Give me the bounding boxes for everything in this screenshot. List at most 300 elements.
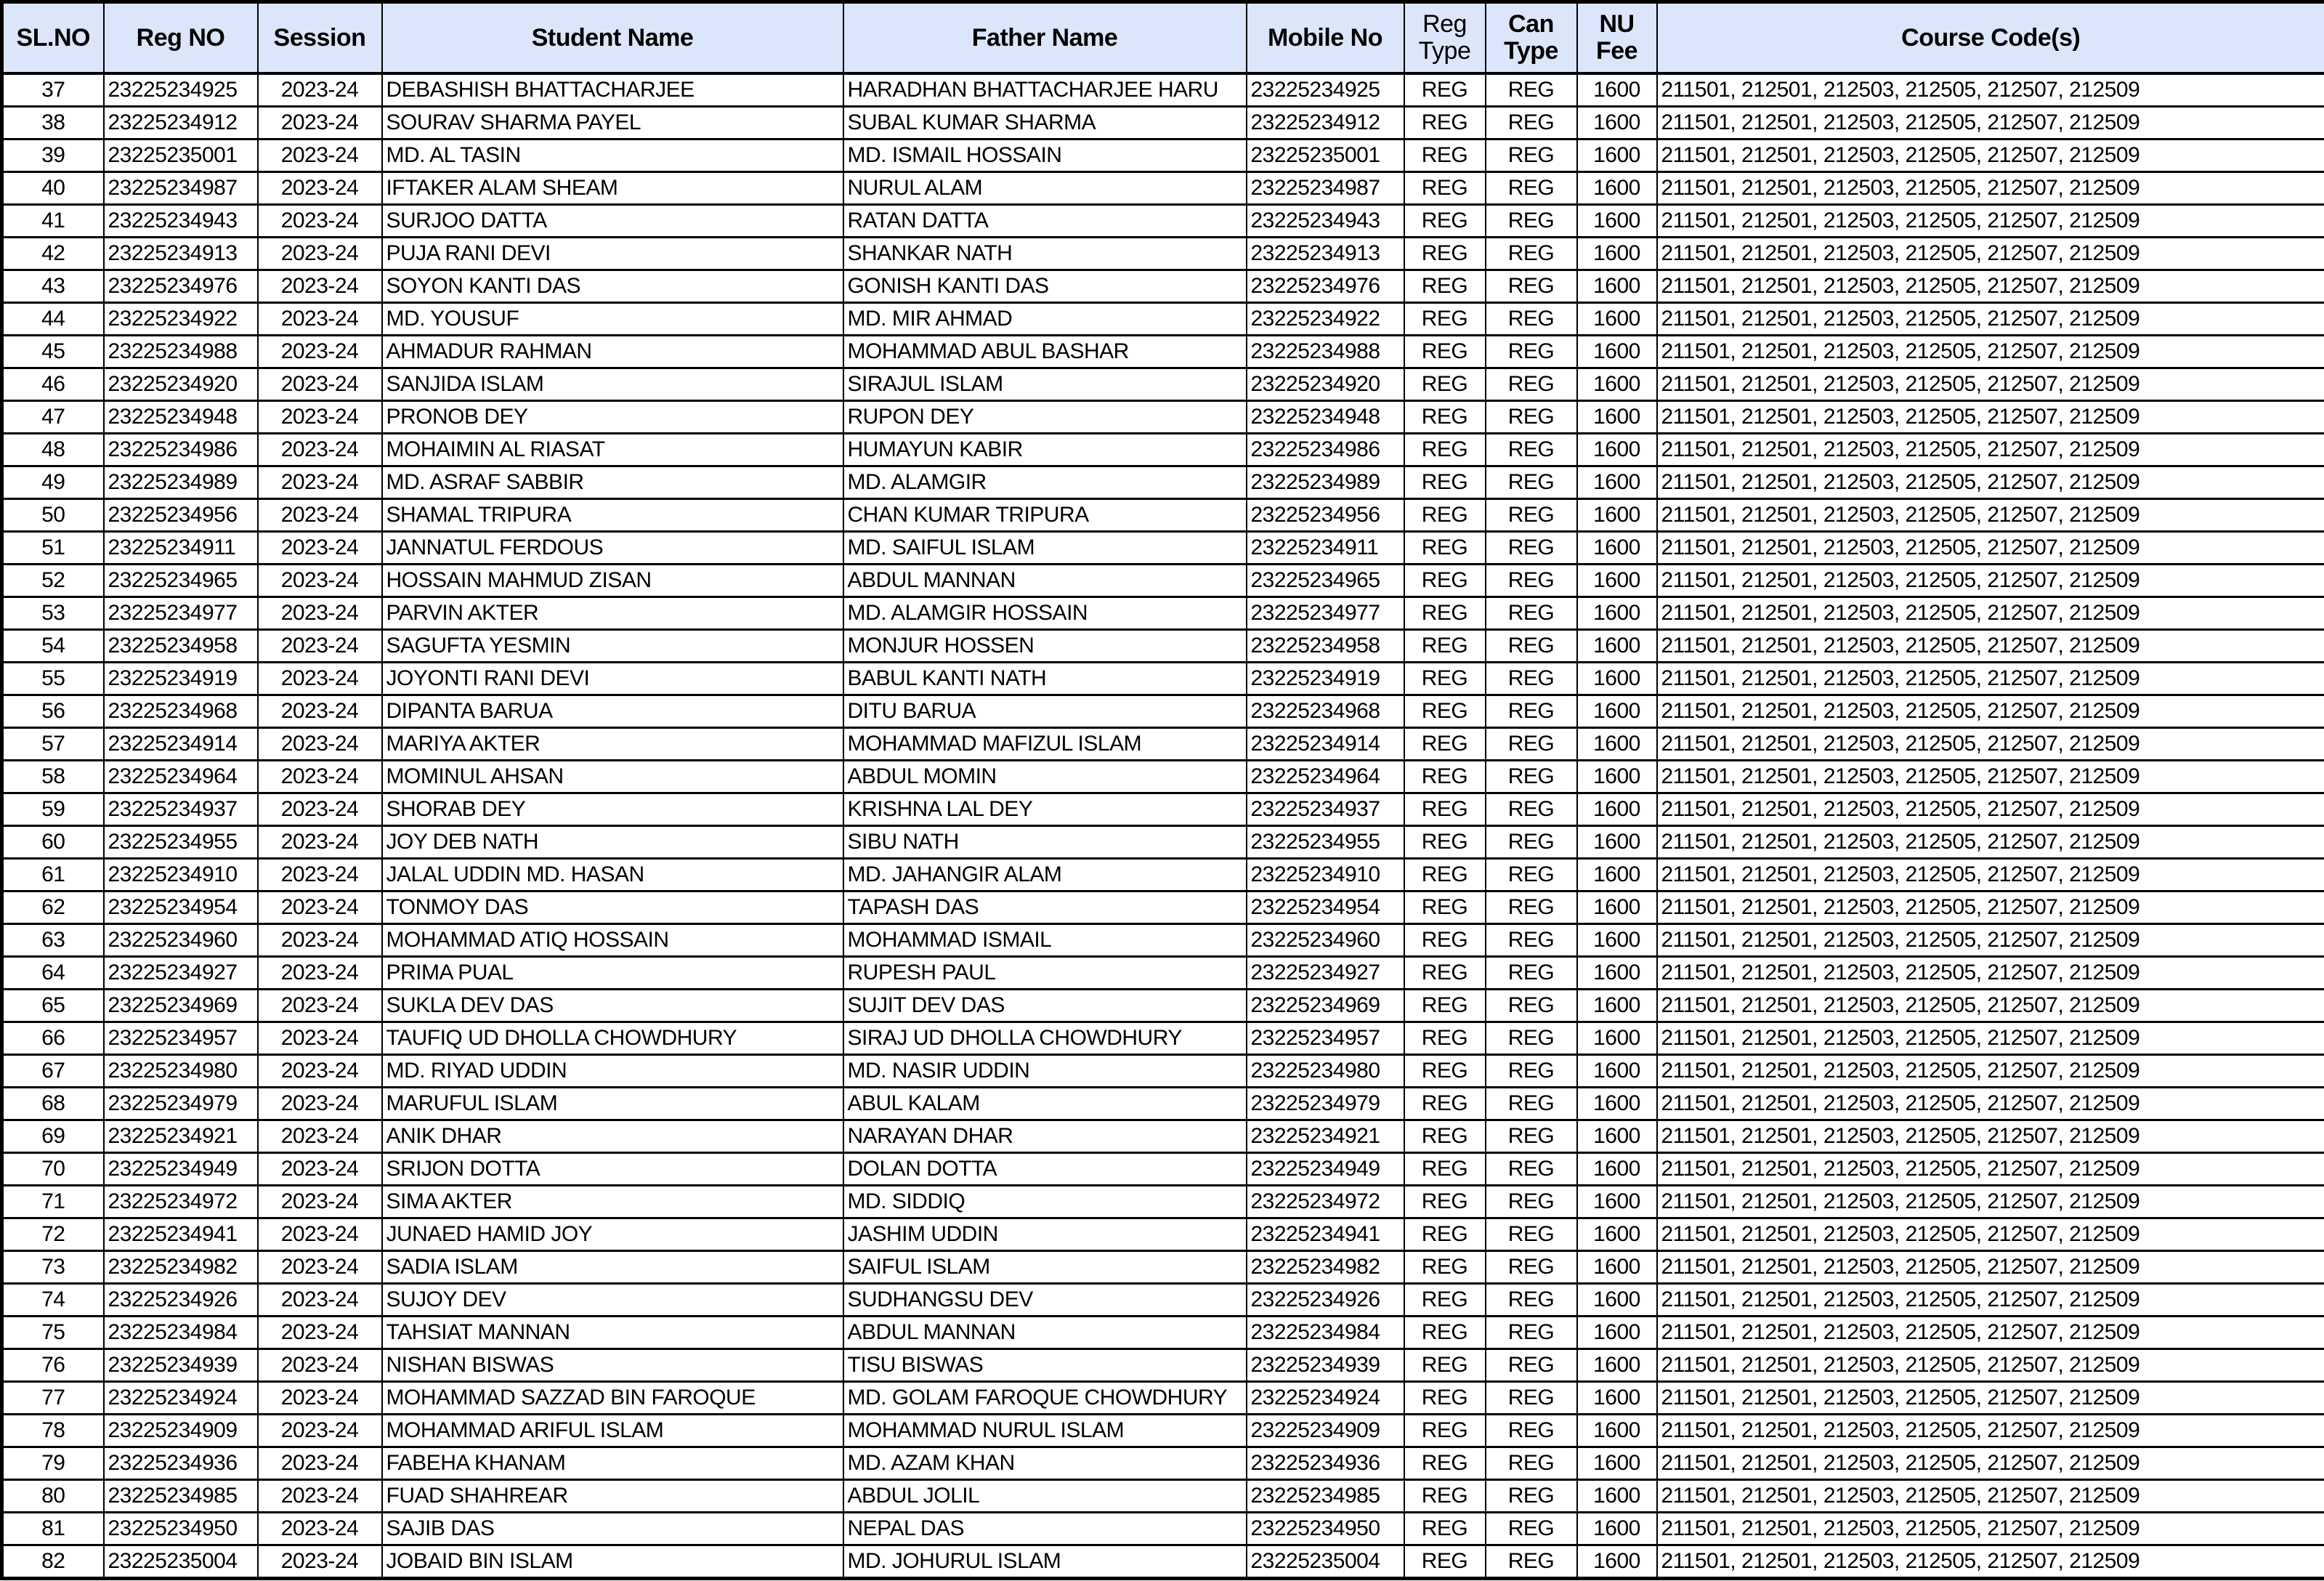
nu-fee-cell: 1600 xyxy=(1577,630,1657,663)
reg-type-cell: REG xyxy=(1404,1415,1486,1447)
can-type-cell: REG xyxy=(1486,761,1577,793)
course-codes-cell: 211501, 212501, 212503, 212505, 212507, 212509 xyxy=(1657,597,2324,630)
student-name-cell: SAGUFTA YESMIN xyxy=(382,630,843,663)
student-name-cell: PUJA RANI DEVI xyxy=(382,238,843,270)
table-row xyxy=(2,1284,2324,1317)
sl-no-cell: 82 xyxy=(2,1545,104,1579)
reg-type-cell: REG xyxy=(1404,924,1486,957)
session-cell: 2023-24 xyxy=(258,1447,382,1480)
course-codes-cell: 211501, 212501, 212503, 212505, 212507, 212509 xyxy=(1657,924,2324,957)
sl-no-cell: 65 xyxy=(2,990,104,1022)
course-codes-cell: 211501, 212501, 212503, 212505, 212507, 212509 xyxy=(1657,663,2324,695)
sl-no-cell: 59 xyxy=(2,793,104,826)
course-codes-cell: 211501, 212501, 212503, 212505, 212507, 212509 xyxy=(1657,73,2324,107)
sl-no-cell: 72 xyxy=(2,1218,104,1251)
mobile-no-cell: 23225234965 xyxy=(1247,565,1404,597)
student-name-cell: SOYON KANTI DAS xyxy=(382,270,843,303)
session-cell: 2023-24 xyxy=(258,663,382,695)
table-row xyxy=(2,793,2324,826)
reg-no-cell: 23225234927 xyxy=(104,957,258,990)
father-name-cell: NARAYAN DHAR xyxy=(843,1120,1247,1153)
can-type-cell: REG xyxy=(1486,205,1577,238)
session-cell: 2023-24 xyxy=(258,891,382,924)
student-name-cell: SAJIB DAS xyxy=(382,1513,843,1545)
father-name-cell: RUPON DEY xyxy=(843,401,1247,434)
sl-no-cell: 70 xyxy=(2,1153,104,1186)
can-type-cell: REG xyxy=(1486,1186,1577,1218)
session-cell: 2023-24 xyxy=(258,532,382,565)
session-cell: 2023-24 xyxy=(258,1415,382,1447)
session-cell: 2023-24 xyxy=(258,1513,382,1545)
reg-no-cell: 23225234957 xyxy=(104,1022,258,1055)
reg-no-cell: 23225234972 xyxy=(104,1186,258,1218)
nu-fee-cell: 1600 xyxy=(1577,401,1657,434)
sl-no-cell: 69 xyxy=(2,1120,104,1153)
sl-no-cell: 66 xyxy=(2,1022,104,1055)
father-name-cell: KRISHNA LAL DEY xyxy=(843,793,1247,826)
sl-no-cell: 40 xyxy=(2,172,104,205)
session-cell: 2023-24 xyxy=(258,859,382,891)
student-name-cell: DIPANTA BARUA xyxy=(382,695,843,728)
session-cell: 2023-24 xyxy=(258,368,382,401)
session-cell: 2023-24 xyxy=(258,1088,382,1120)
reg-type-cell: REG xyxy=(1404,793,1486,826)
table-row xyxy=(2,107,2324,140)
mobile-no-cell: 23225234960 xyxy=(1247,924,1404,957)
nu-fee-cell: 1600 xyxy=(1577,859,1657,891)
father-name-cell: BABUL KANTI NATH xyxy=(843,663,1247,695)
course-codes-cell: 211501, 212501, 212503, 212505, 212507, 212509 xyxy=(1657,336,2324,368)
table-row xyxy=(2,434,2324,466)
nu-fee-cell: 1600 xyxy=(1577,499,1657,532)
nu-fee-cell: 1600 xyxy=(1577,1480,1657,1513)
mobile-no-cell: 23225234943 xyxy=(1247,205,1404,238)
course-codes-cell: 211501, 212501, 212503, 212505, 212507, 212509 xyxy=(1657,466,2324,499)
can-type-cell: REG xyxy=(1486,728,1577,761)
nu-fee-cell: 1600 xyxy=(1577,270,1657,303)
session-cell: 2023-24 xyxy=(258,140,382,172)
table-row xyxy=(2,1251,2324,1284)
nu-fee-cell: 1600 xyxy=(1577,1186,1657,1218)
course-codes-cell: 211501, 212501, 212503, 212505, 212507, 212509 xyxy=(1657,793,2324,826)
can-type-cell: REG xyxy=(1486,565,1577,597)
can-type-cell: REG xyxy=(1486,1055,1577,1088)
mobile-no-cell: 23225234941 xyxy=(1247,1218,1404,1251)
nu-fee-cell: 1600 xyxy=(1577,924,1657,957)
table-row xyxy=(2,1349,2324,1382)
father-name-cell: MD. JOHURUL ISLAM xyxy=(843,1545,1247,1579)
mobile-no-cell: 23225234922 xyxy=(1247,303,1404,336)
session-cell: 2023-24 xyxy=(258,401,382,434)
can-type-cell: REG xyxy=(1486,1447,1577,1480)
nu-fee-cell: 1600 xyxy=(1577,466,1657,499)
reg-type-cell: REG xyxy=(1404,695,1486,728)
student-name-cell: MOHAIMIN AL RIASAT xyxy=(382,434,843,466)
student-name-cell: SHAMAL TRIPURA xyxy=(382,499,843,532)
can-type-cell: REG xyxy=(1486,1545,1577,1579)
reg-no-cell: 23225234914 xyxy=(104,728,258,761)
header-can-type: Can Type xyxy=(1486,2,1577,74)
student-name-cell: MARIYA AKTER xyxy=(382,728,843,761)
reg-no-cell: 23225234941 xyxy=(104,1218,258,1251)
student-name-cell: JOBAID BIN ISLAM xyxy=(382,1545,843,1579)
student-name-cell: MD. YOUSUF xyxy=(382,303,843,336)
session-cell: 2023-24 xyxy=(258,107,382,140)
session-cell: 2023-24 xyxy=(258,73,382,107)
sl-no-cell: 54 xyxy=(2,630,104,663)
can-type-cell: REG xyxy=(1486,630,1577,663)
can-type-cell: REG xyxy=(1486,1022,1577,1055)
header-father-name: Father Name xyxy=(843,2,1247,74)
father-name-cell: MD. SIDDIQ xyxy=(843,1186,1247,1218)
mobile-no-cell: 23225234910 xyxy=(1247,859,1404,891)
sl-no-cell: 51 xyxy=(2,532,104,565)
mobile-no-cell: 23225235004 xyxy=(1247,1545,1404,1579)
course-codes-cell: 211501, 212501, 212503, 212505, 212507, 212509 xyxy=(1657,1088,2324,1120)
session-cell: 2023-24 xyxy=(258,466,382,499)
table-row xyxy=(2,1415,2324,1447)
reg-no-cell: 23225235004 xyxy=(104,1545,258,1579)
student-name-cell: MOMINUL AHSAN xyxy=(382,761,843,793)
student-name-cell: SHORAB DEY xyxy=(382,793,843,826)
course-codes-cell: 211501, 212501, 212503, 212505, 212507, 212509 xyxy=(1657,630,2324,663)
father-name-cell: MD. ALAMGIR xyxy=(843,466,1247,499)
table-row xyxy=(2,466,2324,499)
reg-type-cell: REG xyxy=(1404,270,1486,303)
can-type-cell: REG xyxy=(1486,891,1577,924)
sl-no-cell: 74 xyxy=(2,1284,104,1317)
student-name-cell: JOYONTI RANI DEVI xyxy=(382,663,843,695)
course-codes-cell: 211501, 212501, 212503, 212505, 212507, 212509 xyxy=(1657,1055,2324,1088)
table-row xyxy=(2,303,2324,336)
father-name-cell: ABUL KALAM xyxy=(843,1088,1247,1120)
table-row xyxy=(2,663,2324,695)
course-codes-cell: 211501, 212501, 212503, 212505, 212507, 212509 xyxy=(1657,1153,2324,1186)
can-type-cell: REG xyxy=(1486,303,1577,336)
reg-type-cell: REG xyxy=(1404,303,1486,336)
reg-no-cell: 23225234939 xyxy=(104,1349,258,1382)
can-type-cell: REG xyxy=(1486,466,1577,499)
course-codes-cell: 211501, 212501, 212503, 212505, 212507, 212509 xyxy=(1657,1480,2324,1513)
reg-type-cell: REG xyxy=(1404,990,1486,1022)
student-name-cell: MOHAMMAD SAZZAD BIN FAROQUE xyxy=(382,1382,843,1415)
student-name-cell: SIMA AKTER xyxy=(382,1186,843,1218)
father-name-cell: MOHAMMAD ABUL BASHAR xyxy=(843,336,1247,368)
student-name-cell: MOHAMMAD ATIQ HOSSAIN xyxy=(382,924,843,957)
father-name-cell: MONJUR HOSSEN xyxy=(843,630,1247,663)
table-row xyxy=(2,1317,2324,1349)
nu-fee-cell: 1600 xyxy=(1577,695,1657,728)
table-row xyxy=(2,761,2324,793)
reg-type-cell: REG xyxy=(1404,859,1486,891)
reg-no-cell: 23225234976 xyxy=(104,270,258,303)
can-type-cell: REG xyxy=(1486,990,1577,1022)
mobile-no-cell: 23225234987 xyxy=(1247,172,1404,205)
reg-no-cell: 23225234925 xyxy=(104,73,258,107)
student-name-cell: TONMOY DAS xyxy=(382,891,843,924)
can-type-cell: REG xyxy=(1486,1153,1577,1186)
header-nu-fee: NU Fee xyxy=(1577,2,1657,74)
mobile-no-cell: 23225234914 xyxy=(1247,728,1404,761)
session-cell: 2023-24 xyxy=(258,1545,382,1579)
nu-fee-cell: 1600 xyxy=(1577,826,1657,859)
table-row xyxy=(2,1088,2324,1120)
mobile-no-cell: 23225234986 xyxy=(1247,434,1404,466)
student-name-cell: MOHAMMAD ARIFUL ISLAM xyxy=(382,1415,843,1447)
sl-no-cell: 42 xyxy=(2,238,104,270)
sl-no-cell: 43 xyxy=(2,270,104,303)
reg-type-cell: REG xyxy=(1404,1382,1486,1415)
session-cell: 2023-24 xyxy=(258,303,382,336)
reg-no-cell: 23225234936 xyxy=(104,1447,258,1480)
father-name-cell: JASHIM UDDIN xyxy=(843,1218,1247,1251)
father-name-cell: ABDUL MANNAN xyxy=(843,1317,1247,1349)
student-name-cell: MD. AL TASIN xyxy=(382,140,843,172)
course-codes-cell: 211501, 212501, 212503, 212505, 212507, 212509 xyxy=(1657,1545,2324,1579)
can-type-cell: REG xyxy=(1486,826,1577,859)
course-codes-cell: 211501, 212501, 212503, 212505, 212507, 212509 xyxy=(1657,1415,2324,1447)
reg-no-cell: 23225234982 xyxy=(104,1251,258,1284)
reg-type-cell: REG xyxy=(1404,205,1486,238)
student-name-cell: NISHAN BISWAS xyxy=(382,1349,843,1382)
mobile-no-cell: 23225234936 xyxy=(1247,1447,1404,1480)
mobile-no-cell: 23225234927 xyxy=(1247,957,1404,990)
reg-type-cell: REG xyxy=(1404,1055,1486,1088)
session-cell: 2023-24 xyxy=(258,728,382,761)
reg-no-cell: 23225234968 xyxy=(104,695,258,728)
sl-no-cell: 41 xyxy=(2,205,104,238)
reg-type-cell: REG xyxy=(1404,73,1486,107)
sl-no-cell: 71 xyxy=(2,1186,104,1218)
reg-type-cell: REG xyxy=(1404,1022,1486,1055)
student-name-cell: ANIK DHAR xyxy=(382,1120,843,1153)
nu-fee-cell: 1600 xyxy=(1577,1022,1657,1055)
session-cell: 2023-24 xyxy=(258,924,382,957)
nu-fee-cell: 1600 xyxy=(1577,1349,1657,1382)
reg-type-cell: REG xyxy=(1404,401,1486,434)
table-row xyxy=(2,565,2324,597)
reg-no-cell: 23225234926 xyxy=(104,1284,258,1317)
table-row xyxy=(2,597,2324,630)
course-codes-cell: 211501, 212501, 212503, 212505, 212507, 212509 xyxy=(1657,1513,2324,1545)
mobile-no-cell: 23225234989 xyxy=(1247,466,1404,499)
father-name-cell: MD. GOLAM FAROQUE CHOWDHURY xyxy=(843,1382,1247,1415)
reg-no-cell: 23225234965 xyxy=(104,565,258,597)
reg-no-cell: 23225234910 xyxy=(104,859,258,891)
session-cell: 2023-24 xyxy=(258,1382,382,1415)
can-type-cell: REG xyxy=(1486,368,1577,401)
table-row xyxy=(2,336,2324,368)
sl-no-cell: 37 xyxy=(2,73,104,107)
reg-no-cell: 23225234977 xyxy=(104,597,258,630)
mobile-no-cell: 23225234911 xyxy=(1247,532,1404,565)
mobile-no-cell: 23225234937 xyxy=(1247,793,1404,826)
course-codes-cell: 211501, 212501, 212503, 212505, 212507, 212509 xyxy=(1657,172,2324,205)
father-name-cell: MOHAMMAD MAFIZUL ISLAM xyxy=(843,728,1247,761)
reg-type-cell: REG xyxy=(1404,238,1486,270)
mobile-no-cell: 23225234950 xyxy=(1247,1513,1404,1545)
father-name-cell: MD. MIR AHMAD xyxy=(843,303,1247,336)
can-type-cell: REG xyxy=(1486,532,1577,565)
student-name-cell: SURJOO DATTA xyxy=(382,205,843,238)
student-name-cell: PRONOB DEY xyxy=(382,401,843,434)
father-name-cell: MD. NASIR UDDIN xyxy=(843,1055,1247,1088)
can-type-cell: REG xyxy=(1486,499,1577,532)
sl-no-cell: 50 xyxy=(2,499,104,532)
mobile-no-cell: 23225235001 xyxy=(1247,140,1404,172)
student-name-cell: SUKLA DEV DAS xyxy=(382,990,843,1022)
mobile-no-cell: 23225234949 xyxy=(1247,1153,1404,1186)
reg-type-cell: REG xyxy=(1404,1153,1486,1186)
father-name-cell: HARADHAN BHATTACHARJEE HARU xyxy=(843,73,1247,107)
reg-type-cell: REG xyxy=(1404,1545,1486,1579)
student-name-cell: JALAL UDDIN MD. HASAN xyxy=(382,859,843,891)
father-name-cell: SAIFUL ISLAM xyxy=(843,1251,1247,1284)
nu-fee-cell: 1600 xyxy=(1577,728,1657,761)
nu-fee-cell: 1600 xyxy=(1577,532,1657,565)
reg-no-cell: 23225234943 xyxy=(104,205,258,238)
session-cell: 2023-24 xyxy=(258,1317,382,1349)
can-type-cell: REG xyxy=(1486,1382,1577,1415)
header-sl-no: SL.NO xyxy=(2,2,104,74)
session-cell: 2023-24 xyxy=(258,990,382,1022)
mobile-no-cell: 23225234912 xyxy=(1247,107,1404,140)
nu-fee-cell: 1600 xyxy=(1577,1251,1657,1284)
sl-no-cell: 38 xyxy=(2,107,104,140)
nu-fee-cell: 1600 xyxy=(1577,336,1657,368)
reg-no-cell: 23225234949 xyxy=(104,1153,258,1186)
session-cell: 2023-24 xyxy=(258,1055,382,1088)
mobile-no-cell: 23225234958 xyxy=(1247,630,1404,663)
table-row xyxy=(2,73,2324,107)
session-cell: 2023-24 xyxy=(258,1186,382,1218)
session-cell: 2023-24 xyxy=(258,336,382,368)
student-name-cell: SUJOY DEV xyxy=(382,1284,843,1317)
nu-fee-cell: 1600 xyxy=(1577,1317,1657,1349)
course-codes-cell: 211501, 212501, 212503, 212505, 212507, 212509 xyxy=(1657,238,2324,270)
can-type-cell: REG xyxy=(1486,1480,1577,1513)
reg-type-cell: REG xyxy=(1404,172,1486,205)
nu-fee-cell: 1600 xyxy=(1577,957,1657,990)
student-name-cell: SOURAV SHARMA PAYEL xyxy=(382,107,843,140)
mobile-no-cell: 23225234956 xyxy=(1247,499,1404,532)
can-type-cell: REG xyxy=(1486,1317,1577,1349)
sl-no-cell: 49 xyxy=(2,466,104,499)
father-name-cell: SUJIT DEV DAS xyxy=(843,990,1247,1022)
mobile-no-cell: 23225234980 xyxy=(1247,1055,1404,1088)
mobile-no-cell: 23225234926 xyxy=(1247,1284,1404,1317)
student-name-cell: SADIA ISLAM xyxy=(382,1251,843,1284)
reg-type-cell: REG xyxy=(1404,826,1486,859)
course-codes-cell: 211501, 212501, 212503, 212505, 212507, 212509 xyxy=(1657,891,2324,924)
sl-no-cell: 64 xyxy=(2,957,104,990)
sl-no-cell: 75 xyxy=(2,1317,104,1349)
sl-no-cell: 68 xyxy=(2,1088,104,1120)
nu-fee-cell: 1600 xyxy=(1577,1120,1657,1153)
father-name-cell: MD. ALAMGIR HOSSAIN xyxy=(843,597,1247,630)
reg-no-cell: 23225235001 xyxy=(104,140,258,172)
session-cell: 2023-24 xyxy=(258,1218,382,1251)
reg-no-cell: 23225234980 xyxy=(104,1055,258,1088)
table-row xyxy=(2,499,2324,532)
session-cell: 2023-24 xyxy=(258,1480,382,1513)
student-name-cell: TAHSIAT MANNAN xyxy=(382,1317,843,1349)
session-cell: 2023-24 xyxy=(258,761,382,793)
father-name-cell: SIRAJUL ISLAM xyxy=(843,368,1247,401)
course-codes-cell: 211501, 212501, 212503, 212505, 212507, 212509 xyxy=(1657,270,2324,303)
father-name-cell: HUMAYUN KABIR xyxy=(843,434,1247,466)
can-type-cell: REG xyxy=(1486,270,1577,303)
sl-no-cell: 77 xyxy=(2,1382,104,1415)
mobile-no-cell: 23225234982 xyxy=(1247,1251,1404,1284)
reg-no-cell: 23225234989 xyxy=(104,466,258,499)
sl-no-cell: 48 xyxy=(2,434,104,466)
student-name-cell: FUAD SHAHREAR xyxy=(382,1480,843,1513)
mobile-no-cell: 23225234985 xyxy=(1247,1480,1404,1513)
reg-no-cell: 23225234948 xyxy=(104,401,258,434)
student-name-cell: HOSSAIN MAHMUD ZISAN xyxy=(382,565,843,597)
father-name-cell: RUPESH PAUL xyxy=(843,957,1247,990)
table-row xyxy=(2,695,2324,728)
course-codes-cell: 211501, 212501, 212503, 212505, 212507, 212509 xyxy=(1657,205,2324,238)
table-row xyxy=(2,728,2324,761)
can-type-cell: REG xyxy=(1486,663,1577,695)
table-row xyxy=(2,401,2324,434)
father-name-cell: SUBAL KUMAR SHARMA xyxy=(843,107,1247,140)
course-codes-cell: 211501, 212501, 212503, 212505, 212507, 212509 xyxy=(1657,434,2324,466)
course-codes-cell: 211501, 212501, 212503, 212505, 212507, 212509 xyxy=(1657,107,2324,140)
reg-type-cell: REG xyxy=(1404,336,1486,368)
session-cell: 2023-24 xyxy=(258,1120,382,1153)
reg-type-cell: REG xyxy=(1404,630,1486,663)
nu-fee-cell: 1600 xyxy=(1577,140,1657,172)
student-name-cell: JOY DEB NATH xyxy=(382,826,843,859)
course-codes-cell: 211501, 212501, 212503, 212505, 212507, 212509 xyxy=(1657,1447,2324,1480)
reg-no-cell: 23225234958 xyxy=(104,630,258,663)
reg-no-cell: 23225234969 xyxy=(104,990,258,1022)
can-type-cell: REG xyxy=(1486,1284,1577,1317)
nu-fee-cell: 1600 xyxy=(1577,891,1657,924)
reg-type-cell: REG xyxy=(1404,1349,1486,1382)
session-cell: 2023-24 xyxy=(258,499,382,532)
sl-no-cell: 67 xyxy=(2,1055,104,1088)
father-name-cell: ABDUL MOMIN xyxy=(843,761,1247,793)
nu-fee-cell: 1600 xyxy=(1577,1218,1657,1251)
course-codes-cell: 211501, 212501, 212503, 212505, 212507, 212509 xyxy=(1657,1251,2324,1284)
can-type-cell: REG xyxy=(1486,793,1577,826)
can-type-cell: REG xyxy=(1486,924,1577,957)
header-mobile-no: Mobile No xyxy=(1247,2,1404,74)
reg-type-cell: REG xyxy=(1404,1186,1486,1218)
student-name-cell: JANNATUL FERDOUS xyxy=(382,532,843,565)
table-row xyxy=(2,368,2324,401)
table-row xyxy=(2,270,2324,303)
reg-type-cell: REG xyxy=(1404,1218,1486,1251)
reg-no-cell: 23225234921 xyxy=(104,1120,258,1153)
nu-fee-cell: 1600 xyxy=(1577,565,1657,597)
mobile-no-cell: 23225234968 xyxy=(1247,695,1404,728)
can-type-cell: REG xyxy=(1486,1218,1577,1251)
mobile-no-cell: 23225234957 xyxy=(1247,1022,1404,1055)
sl-no-cell: 78 xyxy=(2,1415,104,1447)
reg-no-cell: 23225234924 xyxy=(104,1382,258,1415)
mobile-no-cell: 23225234925 xyxy=(1247,73,1404,107)
nu-fee-cell: 1600 xyxy=(1577,1153,1657,1186)
table-row xyxy=(2,140,2324,172)
nu-fee-cell: 1600 xyxy=(1577,1055,1657,1088)
father-name-cell: SIBU NATH xyxy=(843,826,1247,859)
reg-type-cell: REG xyxy=(1404,1447,1486,1480)
